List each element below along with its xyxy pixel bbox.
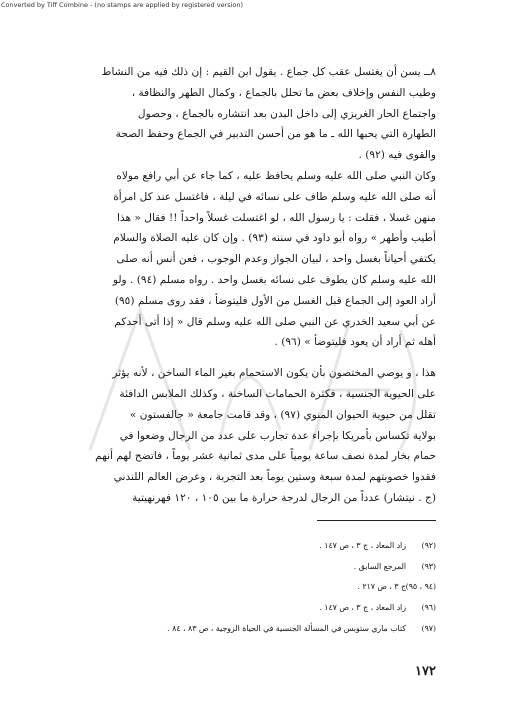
- text-line: على الحيوية الجنسية ، فكثرة الحمامات الساخنة ، وكذلك الملابس الدافئة: [119, 387, 436, 400]
- footnote-text: كتاب ماري ستوبس في المسألة الجنسية في الحياة الزوجية ، ص ٨٣ ، ٨٤ .: [167, 623, 406, 633]
- text-line: ٨ــ يسن أن يغتسل عقب كل جماع . يقول ابن القيم : إن ذلك فيه من النشاط: [101, 66, 436, 78]
- footnote-text: ج ٣ ، ص ٢١٧ .: [357, 582, 406, 592]
- text-line: تقلل من حيوية الحيوان المنوي (٩٧) ، وقد قامت جامعة « جالفستون »: [129, 408, 436, 421]
- text-line: عن أبي سعيد الخدري عن النبي صلى الله عليه وسلم قال « إذا أتى أحدكم: [114, 315, 436, 328]
- text-line: أهله ثم أراد أن يعود فليتوضأ » (٩٦) .: [274, 336, 436, 349]
- text-line: منهن غسلا ، فقلت : يا رسول الله ، لو اغتسلت غسلاً واحداً !! فقال « هذا: [116, 211, 436, 224]
- text-line: فقدوا خصوبتهم لمدة سبعة وستين يوماً بعد التجربة ، وعرض العالم اللندني: [113, 471, 436, 484]
- page-number: ١٧٢: [415, 664, 436, 679]
- text-line: أراد العود إلى الجماع قبل الغسل من الأول فليتوضأ ، فقد روى مسلم (٩٥): [114, 294, 436, 307]
- text-line: الله عليه وسلم كان يطوف على نسائه بغسل واحد . رواه مسلم (٩٤) . ولو: [112, 273, 436, 286]
- footnote: [74, 619, 436, 640]
- text-line: أطيب وأطهر » رواه أبو داود في سننه (٩٣) . وإن كان عليه الصلاة والسلام: [113, 232, 436, 245]
- text-line: وكان النبي صلى الله عليه وسلم يحافظ عليه ، كما جاء عن أبي رافع مولاه: [116, 169, 436, 182]
- paragraph-gap: [74, 353, 436, 363]
- converter-banner: Converted by Tiff Combine - (no stamps are applied by registered version): [1, 1, 244, 9]
- paragraph-1: [74, 62, 436, 166]
- text-line: (ج . نيتشار) عدداً من الرجال لدرجة حرارة ما بين ١٠٥ ، ١٢٠ فهرنهيتية: [132, 491, 436, 504]
- footnote: [74, 536, 436, 557]
- text-line: أنه صلى الله عليه وسلم طاف على نسائه في ليلة ، فاغتسل عند كل امرأة: [113, 190, 436, 203]
- footnote-text: المرجع السابق .: [353, 561, 406, 571]
- footnote-number: (٩٢): [421, 541, 436, 550]
- footnote-text: زاد المعاد ، ج ٣ ، ص ١٤٧ .: [319, 541, 406, 550]
- footnote-number: (٩٤ ، ٩٥): [405, 582, 436, 592]
- text-line: وطيب النفس وإخلاف بعض ما تحلل بالجماع ، وكمال الطهر والنظافة ،: [131, 86, 436, 99]
- footnote-separator: [317, 520, 436, 521]
- text-line: والقوى فيه (٩٢) .: [358, 149, 436, 162]
- footnote-number: (٩٧): [421, 623, 436, 633]
- text-line: بولاية تكساس بأمريكا بإجراء عدة تجارب على عدد من الرجال وضعوا في: [119, 429, 436, 442]
- footnote: [74, 598, 436, 619]
- paragraph-2: [74, 166, 436, 353]
- text-line: حمام بخار لمدة نصف ساعة يومياً على مدى ثمانية عشر يوماً ، فاتضح لهم أنهم: [95, 450, 436, 463]
- footnote: [74, 577, 436, 598]
- footnotes: [74, 536, 436, 639]
- footnote: [74, 557, 436, 578]
- footnote-number: (٩٣): [421, 561, 436, 571]
- text-line: يكتفي أحياناً بغسل واحد ، لبيان الجواز وعدم الوجوب ، فعن أنس أنه صلى: [116, 253, 436, 266]
- text-line: واجتماع الحار الغريزي إلى داخل البدن بعد انتشاره بالجماع ، وحصول: [137, 107, 436, 120]
- footnote-number: (٩٦): [421, 603, 436, 613]
- paragraph-3: [74, 363, 436, 509]
- body-text: [74, 62, 436, 509]
- text-line: هذا ، و يوصي المختصون بأن يكون الاستحمام بغير الماء الساخن ، لأنه يؤثر: [112, 367, 436, 380]
- text-line: الطهارة التي يحبها الله ـ ما هو من أحسن التدبير في الجماع وحفظ الصحة: [115, 128, 436, 141]
- footnote-text: زاد المعاد ، ج ٣ ، ص ١٤٧ .: [319, 603, 406, 613]
